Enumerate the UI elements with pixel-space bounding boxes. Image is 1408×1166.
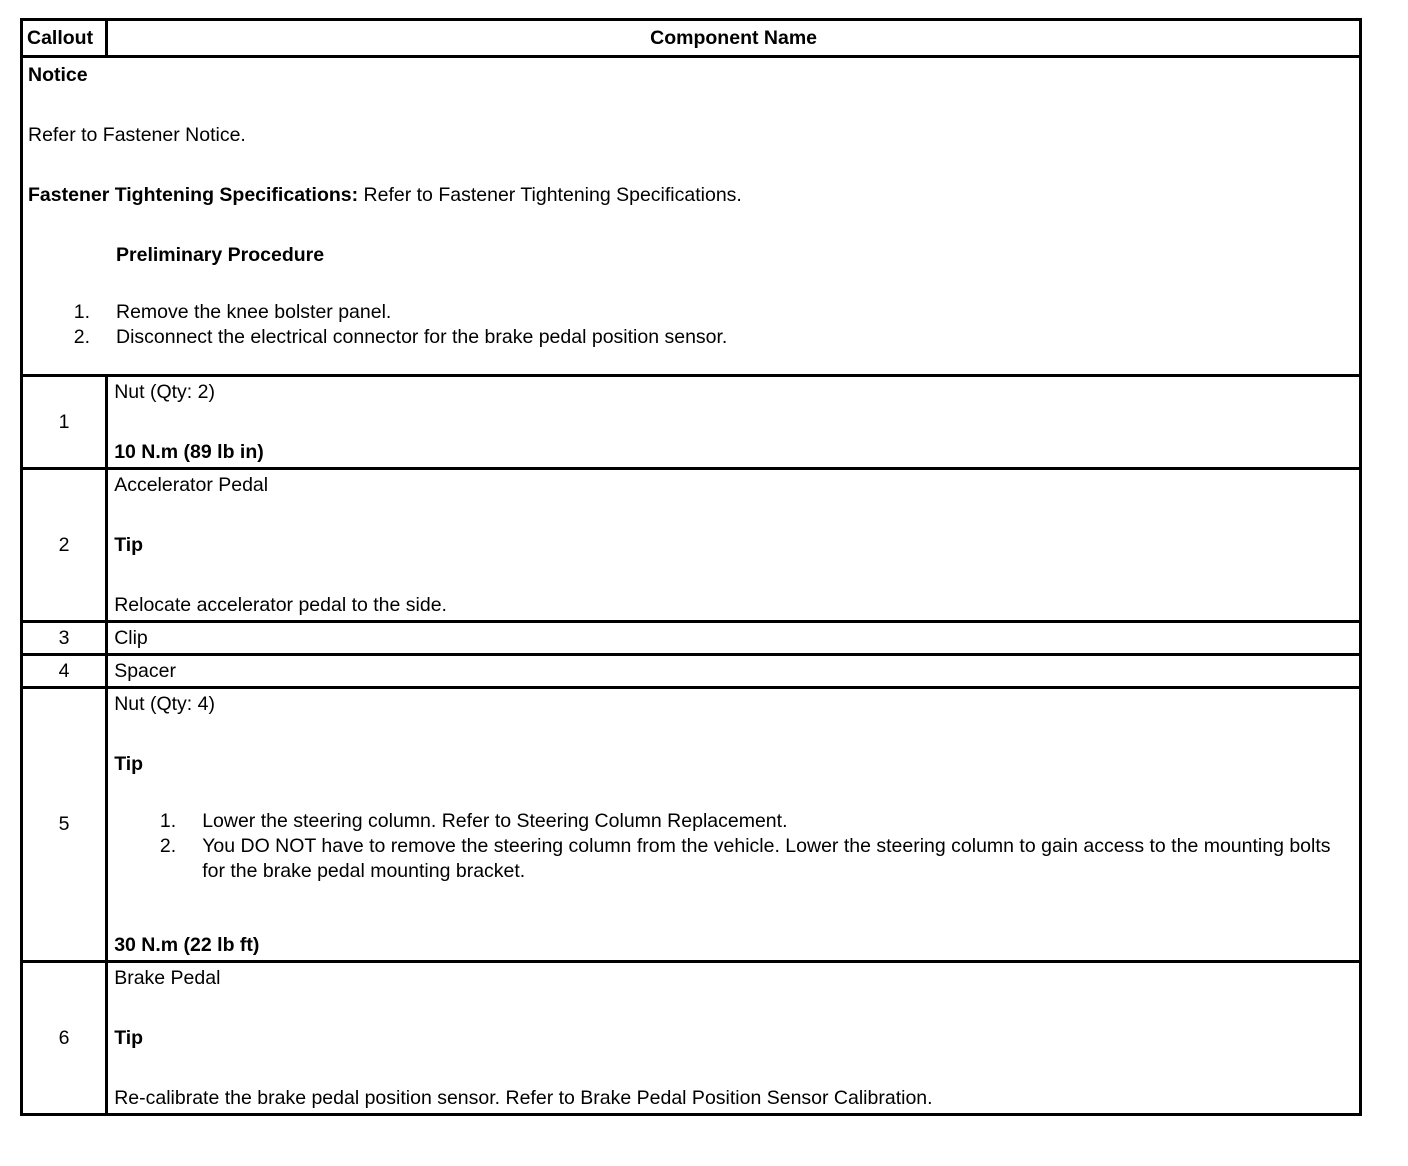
fastener-spec-line <box>28 180 1353 210</box>
callout-number: 6 <box>22 962 107 1115</box>
table-row <box>22 469 1361 622</box>
torque-spec: 30 N.m (22 lb ft) <box>114 934 260 956</box>
tip-label: Tip <box>114 534 144 556</box>
callout-number: 5 <box>22 688 107 962</box>
notice-title: Notice <box>28 64 88 86</box>
table-row <box>22 376 1361 469</box>
table-row <box>22 962 1361 1115</box>
component-name: Accelerator Pedal <box>114 474 269 496</box>
component-name: Nut (Qty: 2) <box>114 381 215 403</box>
callout-header: Callout <box>22 20 107 57</box>
component-table <box>20 18 1362 1116</box>
list-item: 2. You DO NOT have to remove the steering column from the vehicle. Lower the steering column to gain access to the mounting bolts for the brake pedal mounting bracket. <box>159 835 1331 882</box>
table-row <box>22 655 1361 688</box>
table-row <box>22 688 1361 962</box>
notice-cell <box>22 57 1361 376</box>
component-cell <box>107 962 1361 1115</box>
component-cell <box>107 469 1361 622</box>
torque-spec: 10 N.m (89 lb in) <box>114 441 264 463</box>
tip-label: Tip <box>114 753 144 775</box>
component-table-document <box>20 18 1362 1116</box>
component-name: Spacer <box>107 655 1361 688</box>
callout-number: 1 <box>22 376 107 469</box>
preliminary-steps <box>28 300 1353 350</box>
preliminary-procedure-title: Preliminary Procedure <box>116 244 325 266</box>
list-item: 2. Disconnect the electrical connector for the brake pedal position sensor. <box>73 326 728 348</box>
fastener-spec-text: Refer to Fastener Tightening Specifications. <box>358 184 742 206</box>
list-item: 1. Remove the knee bolster panel. <box>73 301 392 323</box>
fastener-spec-label: Fastener Tightening Specifications: <box>28 184 359 206</box>
table-row <box>22 622 1361 655</box>
component-name-header: Component Name <box>107 20 1361 57</box>
callout-number: 3 <box>22 622 107 655</box>
notice-text: Refer to Fastener Notice. <box>28 124 246 146</box>
component-name: Brake Pedal <box>114 967 221 989</box>
tip-text: Re-calibrate the brake pedal position sensor. Refer to Brake Pedal Position Sensor Calibration. <box>114 1087 933 1109</box>
list-item: 1. Lower the steering column. Refer to Steering Column Replacement. <box>159 810 788 832</box>
component-cell <box>107 688 1361 962</box>
header-row <box>22 20 1361 57</box>
callout-number: 4 <box>22 655 107 688</box>
notice-row <box>22 57 1361 376</box>
component-name: Nut (Qty: 4) <box>114 693 215 715</box>
component-cell <box>107 376 1361 469</box>
tip-label: Tip <box>114 1027 144 1049</box>
component-name: Clip <box>107 622 1361 655</box>
callout-number: 2 <box>22 469 107 622</box>
tip-text: Relocate accelerator pedal to the side. <box>114 594 447 616</box>
tip-steps <box>114 809 1353 884</box>
